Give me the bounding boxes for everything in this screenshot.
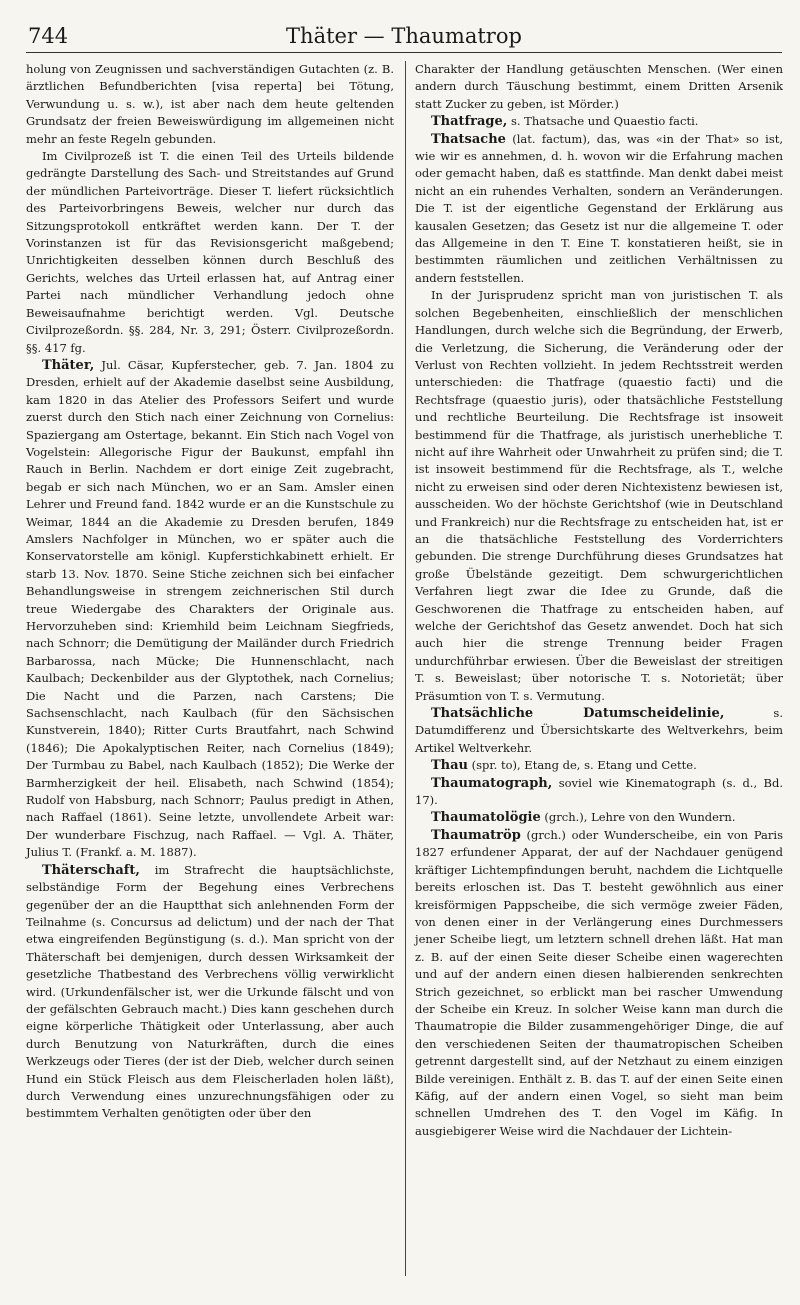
- entry-body: im Strafrecht die hauptsächlichste, selbständige Form der Begehung eines Verbrechens gegenüber der an die Hauptthat sich anlehnenden Form der Teilnahme (s. Concursus ad delictum) und der nach der That etwa eingreifenden Begünstigung (s. d.). Man spricht von der Thäterschaft bei demjenigen, durch dessen Wirksamkeit der gesetzliche Thatbestand des Verbrechens völlig verwirklicht wird. (Urkundenfälscher ist, wer die Urkunde fälscht und von der gefälschten Gebrauch macht.) Dies kann geschehen durch eigne körperliche Thätigkeit oder Unterlassung, aber auch durch Benutzung von Naturkräften, durch die eines Werkzeugs oder Tieres (der ist der Dieb, welcher durch seinen Hund ein Stück Fleisch aus dem Fleischerladen holen läßt), durch Verwendung eines unzurechnungsfähigen oder zu bestimmtem Verhalten genötigten oder über den: [26, 862, 394, 1121]
- entry-body: s. Thatsache und Quaestio facti.: [507, 114, 699, 129]
- headword: Thaumatolögie: [431, 810, 541, 826]
- headword: Thaumatograph,: [431, 775, 553, 791]
- entry-body: (spr. to), Etang de, s. Etang und Cette.: [468, 758, 697, 773]
- entry-thaumatrop: [415, 827, 783, 1140]
- continued-paragraph: Charakter der Handlung getäuschten Menschen. (Wer einen andern durch Täuschung bestimmt, einem Dritten Arsenik statt Zucker zu geben, ist Mörder.): [415, 62, 783, 111]
- entry-body: (grch.), Lehre von den Wundern.: [540, 810, 736, 825]
- right-column: [415, 61, 783, 1140]
- entry-thaeter: [26, 357, 394, 862]
- entry-body: s. Datumdifferenz und Übersichtskarte des Weltverkehrs, beim Artikel Weltverkehr.: [415, 706, 783, 755]
- entry-thau: [415, 757, 783, 774]
- left-column: [26, 61, 394, 1123]
- headword: Thatsächliche Datumscheidelinie,: [431, 706, 725, 722]
- headword: Thatfrage,: [431, 114, 508, 130]
- page-number: 744: [28, 24, 69, 48]
- text-columns: [26, 61, 782, 1281]
- entry-body: Jul. Cäsar, Kupferstecher, geb. 7. Jan. 1804 zu Dresden, erhielt auf der Akademie daselbst seine Ausbildung, kam 1820 in das Atelier des Professors Seifert und wurde zuerst durch den Stich nach einer Zeichnung von Cornelius: Spaziergang am Ostertage, bekannt. Ein Stich nach Vogel von Vogelstein: Allegorische Figur der Baukunst, empfahl ihn Rauch in Berlin. Nachdem er dort einige Zeit zugebracht, begab er sich nach München, wo er an Sam. Amsler einen Lehrer und Freund fand. 1842 wurde er an die Kunstschule zu Weimar, 1844 an die Akademie zu Dresden berufen, 1849 Amslers Nachfolger in München, wo er später auch die Konservatorstelle am königl. Kupferstichkabinett erhielt. Er starb 13. Nov. 1870. Seine Stiche zeichnen sich bei einfacher Behandlungsweise in strengem zeichnerischen Stil durch treue Wiedergabe des Charakters der Originale aus. Hervorzuheben sind: Kriemhild beim Leichnam Siegfrieds, nach Schnorr; die Demütigung der Mailänder durch Friedrich Barbarossa, nach Mücke; Die Hunnenschlacht, nach Kaulbach; Deckenbilder aus der Glyptothek, nach Cornelius; Die Nacht und die Parzen, nach Carstens; Die Sachsenschlacht, nach Kaulbach (für den Sächsischen Kunstverein, 1840); Ritter Curts Brautfahrt, nach Schwind (1846); Die Apokalyptischen Reiter, nach Cornelius (1849); Der Turmbau zu Babel, nach Kaulbach (1852); Die Werke der Barmherzigkeit der heil. Elisabeth, nach Schwind (1854); Rudolf von Habsburg, nach Schnorr; Paulus predigt in Athen, nach Raffael (1861). Seine letzte, unvollendete Arbeit war: Der wunderbare Fischzug, nach Raffael. — Vgl. A. Thäter, Julius T. (Frankf. a. M. 1887).: [26, 357, 394, 860]
- running-title: Thäter — Thaumatrop: [286, 24, 522, 48]
- column-divider: [405, 61, 406, 1276]
- entry-body: (lat. factum), das, was «in der That» so ist, wie wir es annehmen, d. h. wovon wir die Erfahrung machen oder gemacht haben, daß es stattfinde. Man denkt dabei meist nicht an ein ruhendes Verhalten, sondern an Veränderungen. Die T. ist der eigentliche Gegenstand der Erklärung aus kausalen Gesetzen; das Gesetz ist nur die allgemeine T. oder das Allgemeine in den T. Eine T. konstatieren heißt, sie in bestimmten räumlichen und zeitlichen Verhältnissen zu andern feststellen.: [415, 131, 783, 285]
- entry-thaumatologie: [415, 809, 783, 826]
- entry-body: (grch.) oder Wunderscheibe, ein von Paris 1827 erfundener Apparat, der auf der Nachdauer genügend kräftiger Lichtempfindungen beruht, nachdem die Lichtquelle bereits erloschen ist. Das T. besteht gewöhnlich aus einer kreisförmigen Pappscheibe, die sich vermöge zweier Fäden, von denen einer in der Verlängerung eines Durchmessers jener Scheibe liegt, um letztern schnell drehen läßt. Hat man z. B. auf der einen Seite dieser Scheibe einen wagerechten und auf der andern einen diesen halbierenden senkrechten Strich gezeichnet, so erblickt man bei rascher Umwendung der Scheibe ein Kreuz. In solcher Weise kann man durch die Thaumatropie die Bilder zusammengehöriger Dinge, die auf den verschiedenen Seiten der thaumatropischen Scheiben getrennt dargestellt sind, auf der Netzhaut zu einem einzigen Bilde vereinigen. Enthält z. B. das T. auf der einen Seite einen Käfig, auf der andern einen Vogel, so sieht man beim schnellen Umdrehen des T. den Vogel im Käfig. In ausgiebigerer Weise wird die Nachdauer der Lichtein-: [415, 827, 783, 1138]
- entry-datumscheidelinie: [415, 705, 783, 757]
- entry-thaeterschaft: [26, 862, 394, 1123]
- entry-thaumatograph: [415, 775, 783, 810]
- entry-body: soviel wie Kinematograph (s. d., Bd. 17).: [415, 775, 783, 808]
- continued-paragraph: holung von Zeugnissen und sachverständigen Gutachten (z. B. ärztlichen Befundberichten [visa reperta] bei Tötung, Verwundung u. s. w.), ist aber nach dem heute geltenden Grundsatz der freien Beweiswürdigung im allgemeinen nicht mehr an feste Regeln gebunden.: [26, 62, 394, 146]
- headword: Thaumatröp: [431, 827, 521, 843]
- civilprozess-paragraph: Im Civilprozeß ist T. die einen Teil des Urteils bildende gedrängte Darstellung des Sach- und Streitstandes auf Grund der mündlichen Parteivorträge. Dieser T. liefert rücksichtlich des Parteivorbringens Beweis, welcher nur durch das Sitzungsprotokoll entkräftet werden kann. Der T. der Vorinstanzen ist für das Revisionsgericht maßgebend; Unrichtigkeiten desselben können durch Beschluß des Gerichts, welches das Urteil erlassen hat, auf Antrag einer Partei nach mündlicher Verhandlung jedoch ohne Beweisaufnahme berichtigt werden. Vgl. Deutsche Civilprozeßordn. §§. 284, Nr. 3, 291; Österr. Civilprozeßordn. §§. 417 fg.: [26, 149, 394, 355]
- headword: Thäter,: [42, 357, 95, 373]
- jurisprudenz-paragraph: In der Jurisprudenz spricht man von juristischen T. als solchen Begebenheiten, einschließlich der menschlichen Handlungen, durch welche sich die Begründung, der Erwerb, die Verletzung, die Sicherung, die Veränderung oder der Verlust von Rechten vollzieht. In jedem Rechtsstreit werden unterschieden: die Thatfrage (quaestio facti) und die Rechtsfrage (quaestio juris), oder thatsächliche Feststellung und rechtliche Beurteilung. Die Rechtsfrage ist insoweit bestimmend für die Thatfrage, als juristisch unerhebliche T. nicht auf ihre Wahrheit oder Unwahrheit zu prüfen sind; die T. ist insoweit bestimmend für die Rechtsfrage, als T., welche nicht zu erweisen sind oder deren Nichtexistenz bewiesen ist, ausscheiden. Wo der höchste Gerichtshof (wie in Deutschland und Frankreich) nur die Rechtsfrage zu entscheiden hat, ist er an die thatsächliche Feststellung des Vorderrichters gebunden. Die strenge Durchführung dieses Grundsatzes hat große Übelstände gezeitigt. Dem schwurgerichtlichen Verfahren liegt zwar die Idee zu Grunde, daß die Geschworenen die Thatfrage zu entscheiden haben, auf welche der Gerichtshof das Gesetz anwendet. Doch hat sich auch hier die strenge Trennung beider Fragen undurchführbar erwiesen. Über die Beweislast der streitigen T. s. Beweislast; über notorische T. s. Notorietät; über Präsumtion von T. s. Vermutung.: [415, 288, 783, 703]
- page-header: [26, 22, 782, 53]
- headword: Thatsache: [431, 131, 506, 147]
- entry-thatsache: [415, 131, 783, 288]
- entry-thatfrage: [415, 113, 783, 130]
- headword: Thäterschaft,: [42, 862, 140, 878]
- headword: Thau: [431, 758, 469, 774]
